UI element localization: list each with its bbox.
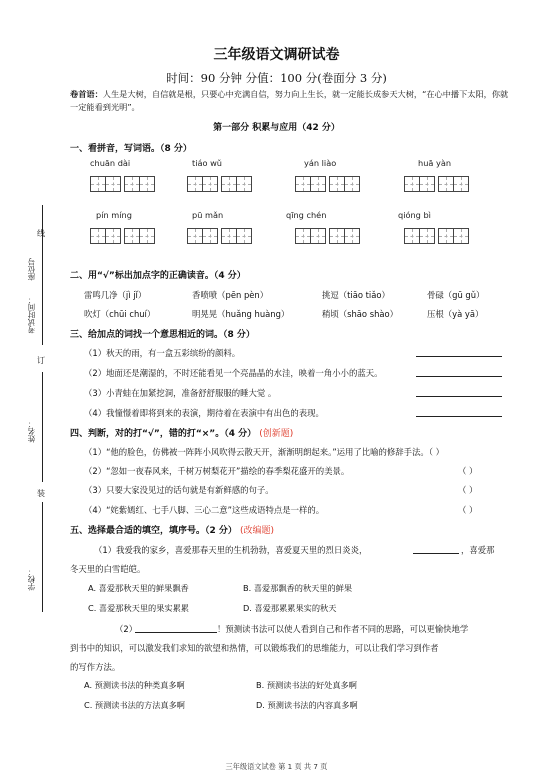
judge-item-4: （4）“姹紫嫣红、七手八脚、三心二意”这些成语特点是一样的。 — [84, 505, 325, 515]
q2-blank[interactable] — [135, 632, 217, 633]
q1-text-c: 冬天里的白雪皑皑。 — [70, 564, 146, 574]
q2-text-c: 到书中的知识，可以激发我们求知的欲望和热情，可以锻炼我们的思维能力，可以让我们学习到作者 — [70, 643, 439, 653]
write-box-3[interactable] — [295, 176, 359, 192]
pinyin-1: chuān dài — [90, 158, 131, 168]
seal-char-line: 线 — [37, 229, 45, 238]
answer-line-2[interactable] — [416, 376, 502, 377]
q1-text-b: ，喜爱那 — [461, 545, 495, 555]
synonym-item-2: （2）地面还是潮湿的，不时还能看见一个亮晶晶的水洼，映着一角小小的蓝天。 — [84, 368, 383, 378]
binding-line-bottom — [42, 502, 43, 612]
judge-item-2: （2）“忽如一夜春风来，千树万树梨花开”描绘的春季梨花盛开的美景。 — [84, 466, 350, 476]
page-footer: 三年级语文试卷 第 1 页 共 7 页 — [225, 762, 328, 771]
q2-text-b: ！预测读书法可以使人看到自己和作者不同的思路，可以更愉快地学 — [217, 624, 469, 634]
reading-item-6[interactable]: 明晃晃（huǎng huàng） — [192, 309, 290, 319]
reading-item-5[interactable]: 吹灯（chūi chuí） — [84, 309, 156, 319]
write-box-8[interactable] — [404, 228, 468, 244]
innovative-tag: (创新题) — [259, 429, 294, 439]
reading-item-8[interactable]: 压根（yà yā） — [427, 309, 484, 319]
write-box-2[interactable] — [187, 176, 251, 192]
judge-paren-4[interactable]: （ ） — [458, 505, 478, 515]
seal-char-ding: 订 — [37, 356, 45, 365]
q2-option-c[interactable]: C. 预测读书法的方法真多啊 — [84, 700, 185, 710]
q2-option-a[interactable]: A. 预测读书法的种类真多啊 — [84, 680, 185, 690]
synonym-item-3: （3）小青蛙在加紧挖洞，准备舒舒服服的睡大觉 。 — [84, 388, 277, 398]
section-5-title-text: 五、选择最合适的填空，填序号。（2 分） — [70, 526, 237, 536]
write-box-1[interactable] — [90, 176, 154, 192]
section-2-title: 二、用“√”标出加点字的正确读音。（4 分） — [70, 271, 246, 281]
section-3-title: 三、给加点的词找一个意思相近的词。（8 分） — [70, 330, 255, 340]
reading-item-7[interactable]: 稍顷（shāo shào） — [322, 309, 399, 319]
answer-line-3[interactable] — [416, 396, 502, 397]
pinyin-7: qīng chén — [286, 210, 327, 220]
pinyin-5: pín míng — [96, 210, 132, 220]
q2-text-a: （2） — [115, 624, 138, 634]
preface-text: 人生是大树，自信就是根，只要心中充满自信，努力向上生长，就一定能长成参天大树，“在心中播下太阳，你就一定能看到光明”。 — [70, 89, 509, 112]
q1-text-a: （1）我爱我的家乡，喜爱那春天里的生机勃勃，喜爱夏天里的烈日炎炎， — [94, 545, 368, 555]
q1-option-d[interactable]: D. 喜爱那累累果实的秋天 — [243, 603, 337, 613]
answer-line-1[interactable] — [416, 356, 502, 357]
pinyin-8: qióng bì — [398, 210, 431, 220]
q1-blank[interactable] — [413, 553, 459, 554]
synonym-item-4: （4）我憧憬着即将到来的表演，期待着在表演中有出色的表现。 — [84, 408, 324, 418]
section-4-title-text: 四、判断，对的打“√”，错的打“×”。（4 分） — [70, 429, 257, 439]
judge-paren-3[interactable]: （ ） — [458, 485, 478, 495]
reading-item-3[interactable]: 挑逗（tiāo tiǎo） — [322, 290, 390, 300]
judge-item-3: （3）只要大家没见过的话句就是有新鲜感的句子。 — [84, 485, 274, 495]
reading-item-4[interactable]: 骨碌（gū gǔ） — [427, 290, 485, 300]
section-5-title — [70, 523, 274, 536]
synonym-item-1: （1）秋天的雨，有一盒五彩缤纷的颜料。 — [84, 348, 241, 358]
reading-item-2[interactable]: 香喷喷（pēn pèn） — [192, 290, 269, 300]
student-name-label: 姓名： — [27, 420, 36, 443]
judge-item-1[interactable]: （1）“他的脸色，仿佛被一阵阵小风吹得云散天开，渐渐明朗起来。”运用了比喻的修辞手法。（ ） — [84, 447, 445, 457]
exam-title: 三年级语文调研试卷 — [213, 47, 340, 63]
pinyin-6: pū mǎn — [192, 210, 224, 220]
write-box-6[interactable] — [187, 228, 251, 244]
section-4-title — [70, 426, 293, 439]
preface-label: 卷首语： — [70, 89, 103, 99]
binding-line-mid — [42, 372, 43, 482]
exam-subtitle: 时间：90 分钟 分值：100 分(卷面分 3 分) — [166, 71, 387, 85]
pinyin-2: tiáo wǔ — [192, 158, 222, 168]
write-box-4[interactable] — [404, 176, 468, 192]
binding-line-top — [42, 205, 43, 345]
exam-time-label: 考试时间： — [27, 296, 36, 334]
write-box-7[interactable] — [295, 228, 359, 244]
q1-option-b[interactable]: B. 喜爱那飘香的秋天里的鲜果 — [243, 583, 353, 593]
write-box-5[interactable] — [90, 228, 154, 244]
section-1-title: 一、看拼音，写词语。（8 分） — [70, 144, 192, 154]
preface — [70, 88, 510, 114]
pinyin-4: huā yàn — [418, 158, 452, 168]
q1-option-a[interactable]: A. 喜爱那秋天里的鲜果飘香 — [88, 583, 189, 593]
seat-number-label: 座位号 — [27, 258, 36, 281]
seal-char-zhuang: 装 — [37, 489, 45, 498]
answer-line-4[interactable] — [416, 416, 502, 417]
part-one-heading: 第一部分 积累与应用（42 分） — [213, 123, 340, 133]
q2-option-b[interactable]: B. 预测读书法的好处真多啊 — [256, 680, 357, 690]
q1-option-c[interactable]: C. 喜爱那秋天里的果实累累 — [88, 603, 189, 613]
q2-option-d[interactable]: D. 预测读书法的内容真多啊 — [256, 700, 358, 710]
reading-item-1[interactable]: 雷鸣几净（jì jǐ） — [84, 290, 147, 300]
q2-text-d: 的写作方法。 — [70, 662, 121, 672]
pinyin-3: yán liào — [304, 158, 337, 168]
adapted-tag: (改编题) — [240, 526, 275, 536]
judge-paren-2[interactable]: （ ） — [458, 466, 478, 476]
school-label: 学校： — [27, 568, 36, 591]
